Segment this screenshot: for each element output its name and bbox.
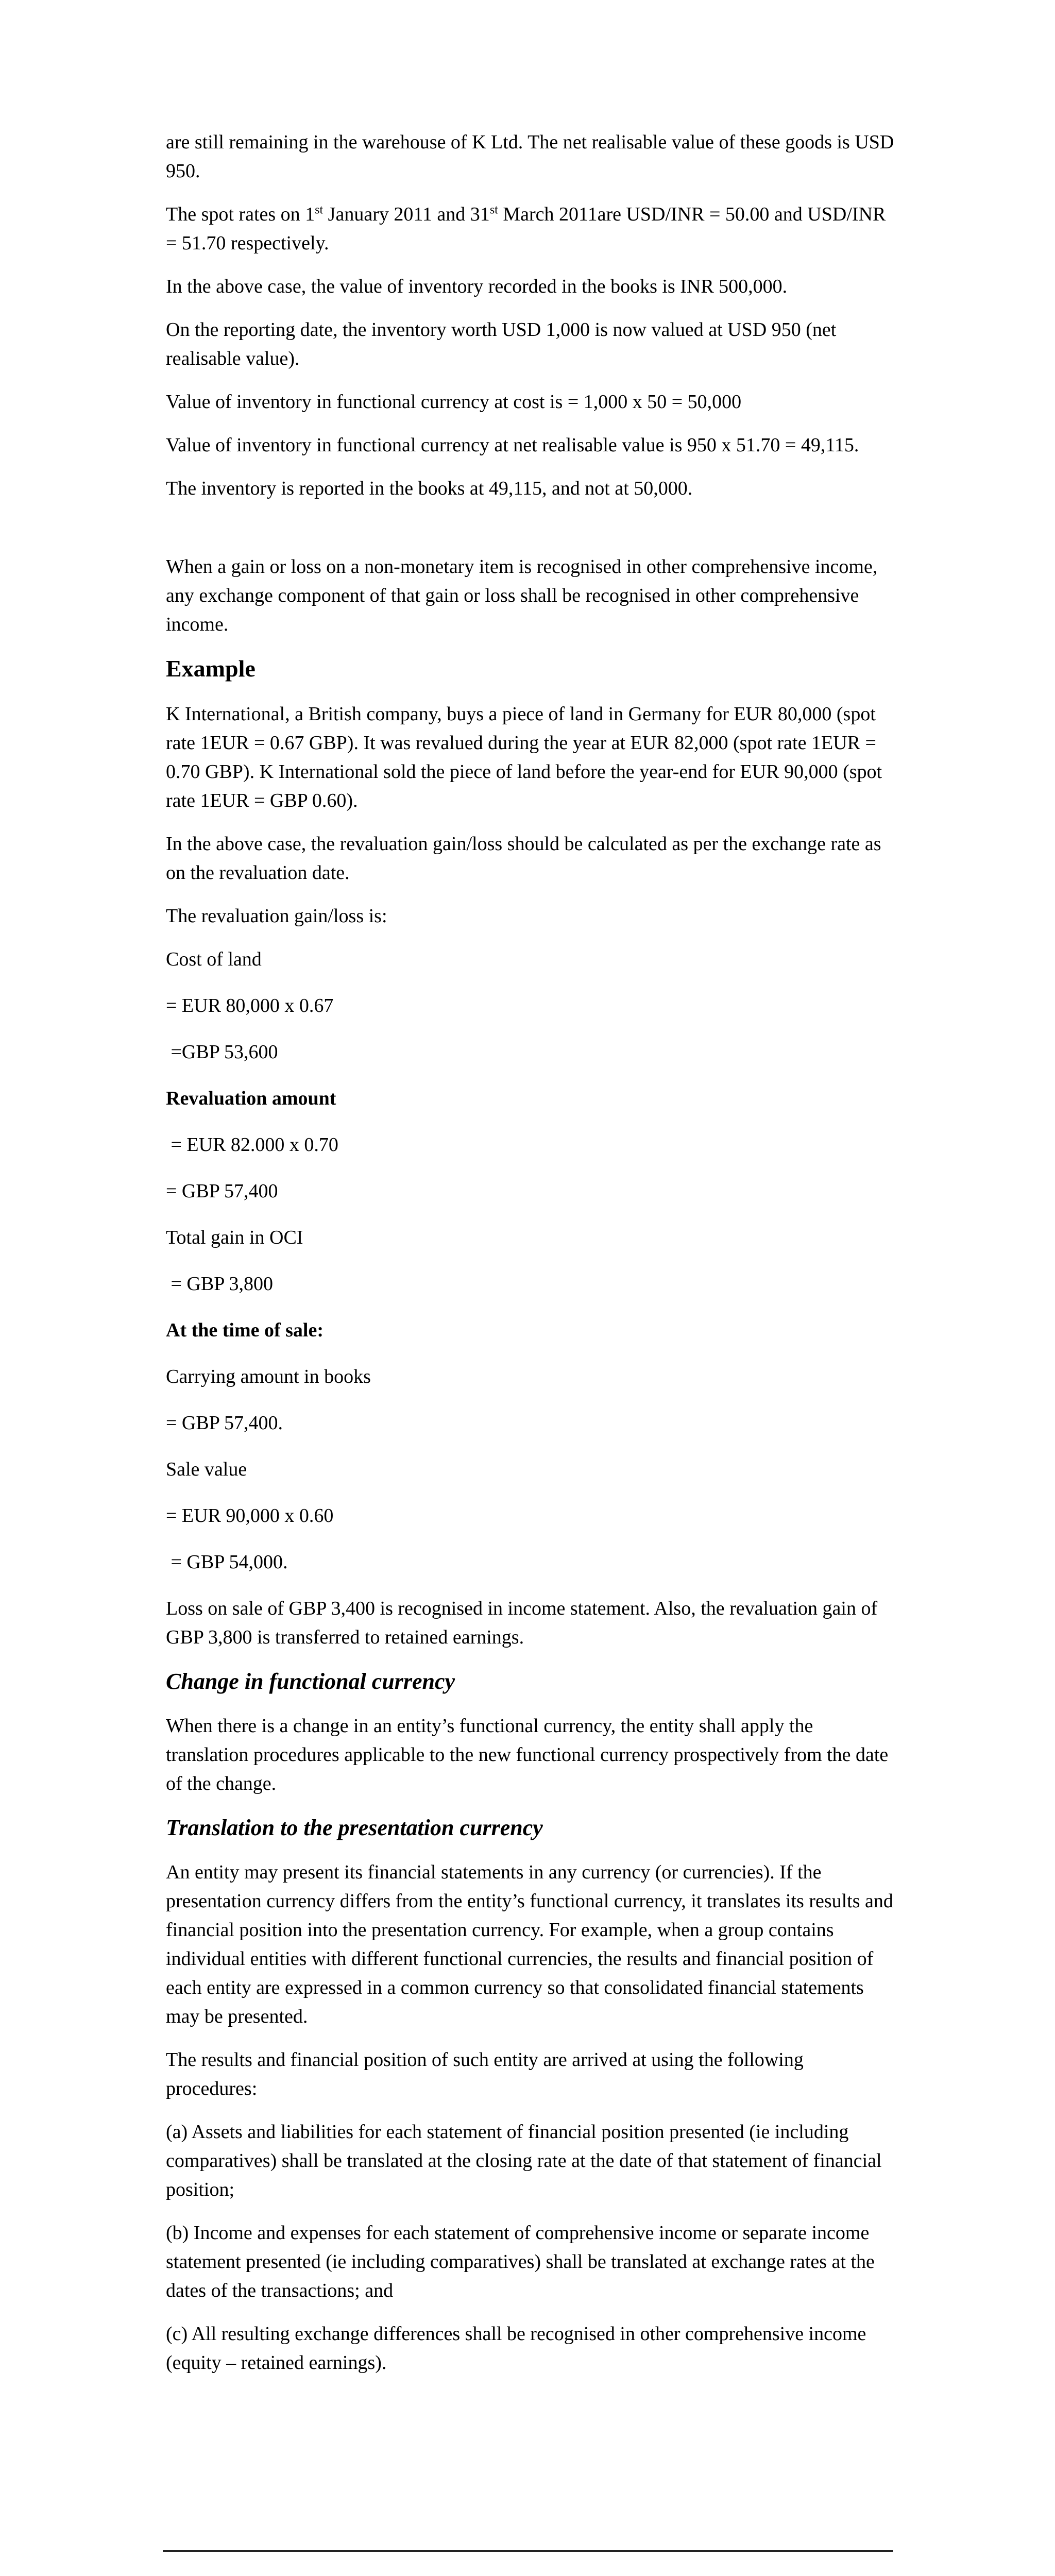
paragraph: The revaluation gain/loss is: [166, 905, 387, 927]
calc-line: =GBP 53,600 [166, 1041, 278, 1063]
calc-line: = EUR 90,000 x 0.60 [166, 1505, 334, 1527]
paragraph: K International, a British company, buys a piece of land in Germany for EUR 80,000 (spot rate 1EUR = 0.67 GBP). It was revalued during the year at EUR 82,000 (spot rate 1EUR = 0.70 GBP). K International sold the piece of land before the year-end for EUR 90,000 (spot rate 1EUR = GBP 0.60). [166, 703, 882, 811]
spot-rates-paragraph: The spot rates on 1st January 2011 and 31st March 2011are USD/INR = 50.00 and USD/INR = 51.70 respectively. [166, 203, 886, 254]
paragraph: Value of inventory in functional currency at net realisable value is 950 x 51.70 = 49,115. [166, 434, 859, 456]
paragraph: In the above case, the revaluation gain/loss should be calculated as per the exchange rate as on the revaluation date. [166, 833, 881, 884]
paragraph: The results and financial position of such entity are arrived at using the following procedures: [166, 2049, 804, 2099]
calc-line: Total gain in OCI [166, 1227, 303, 1248]
calc-line: = GBP 54,000. [166, 1551, 288, 1573]
paragraph: On the reporting date, the inventory worth USD 1,000 is now valued at USD 950 (net realisable value). [166, 319, 837, 369]
paragraph: Value of inventory in functional currency at cost is = 1,000 x 50 = 50,000 [166, 391, 742, 413]
page-body [166, 128, 897, 2392]
horizontal-rule [163, 2550, 893, 2552]
section-heading: Translation to the presentation currency [166, 1815, 543, 1840]
calc-line: Cost of land [166, 948, 262, 970]
paragraph: In the above case, the value of inventory recorded in the books is INR 500,000. [166, 276, 788, 297]
paragraph: An entity may present its financial statements in any currency (or currencies). If the presentation currency differs from the entity’s functional currency, it translates its results and financial position into the presentation currency. For example, when a group contains individual entities with different functional currencies, the results and financial position of each entity are expressed in a common currency so that consolidated financial statements may be presented. [166, 1861, 893, 2027]
calc-line: = GBP 57,400 [166, 1180, 278, 1202]
section-heading: Change in functional currency [166, 1669, 455, 1694]
paragraph: The inventory is reported in the books at 49,115, and not at 50,000. [166, 478, 693, 499]
calc-label: Revaluation amount [166, 1088, 336, 1109]
calc-line: = GBP 57,400. [166, 1412, 283, 1434]
calc-line: Carrying amount in books [166, 1366, 371, 1387]
calc-line: = GBP 3,800 [166, 1273, 273, 1295]
calc-line: Sale value [166, 1459, 247, 1480]
paragraph: When a gain or loss on a non-monetary item is recognised in other comprehensive income, any exchange component of that gain or loss shall be recognised in other comprehensive income. [166, 556, 878, 635]
list-item: (c) All resulting exchange differences shall be recognised in other comprehensive income (equity – retained earnings). [166, 2323, 866, 2374]
paragraph: When there is a change in an entity’s functional currency, the entity shall apply the translation procedures applicable to the new functional currency prospectively from the date of the change. [166, 1715, 889, 1794]
calc-line: = EUR 80,000 x 0.67 [166, 995, 334, 1016]
calc-line: = EUR 82.000 x 0.70 [166, 1134, 338, 1156]
list-item: (b) Income and expenses for each statement of comprehensive income or separate income statement presented (ie including comparatives) shall be translated at exchange rates at the dates of the transactions; and [166, 2222, 875, 2301]
paragraph: Loss on sale of GBP 3,400 is recognised in income statement. Also, the revaluation gain of GBP 3,800 is transferred to retained earnings. [166, 1598, 878, 1648]
paragraph: are still remaining in the warehouse of K Ltd. The net realisable value of these goods is USD 950. [166, 131, 894, 182]
list-item: (a) Assets and liabilities for each statement of financial position presented (ie including comparatives) shall be translated at the closing rate at the date of that statement of financial position; [166, 2121, 882, 2200]
example-heading: Example [166, 655, 256, 682]
calc-label: At the time of sale: [166, 1319, 324, 1341]
